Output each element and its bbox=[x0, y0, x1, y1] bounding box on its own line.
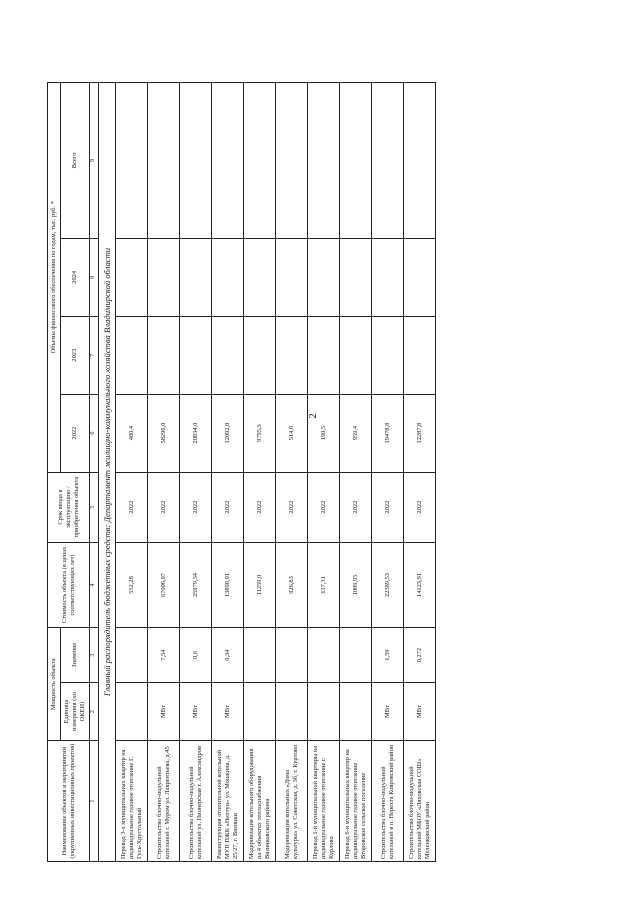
cell-y2024 bbox=[308, 238, 340, 316]
col-index: 7 bbox=[90, 316, 99, 394]
table-row bbox=[148, 83, 180, 862]
cell-y2023 bbox=[244, 316, 276, 394]
col-index: 3 bbox=[90, 628, 99, 683]
cell-cost: 926,83 bbox=[276, 542, 308, 628]
cell-term: 2022 bbox=[340, 472, 372, 542]
cell-value bbox=[340, 628, 372, 683]
header-2023: 2023 bbox=[61, 316, 90, 394]
investment-table bbox=[47, 82, 436, 862]
cell-y2024 bbox=[116, 238, 148, 316]
cell-value: 7,54 bbox=[148, 628, 180, 683]
cell-unit bbox=[308, 682, 340, 740]
cell-y2024 bbox=[276, 238, 308, 316]
col-index: 5 bbox=[90, 472, 99, 542]
cell-y2023 bbox=[116, 316, 148, 394]
cell-y2022: 12092,0 bbox=[212, 394, 244, 472]
cell-y2023 bbox=[276, 316, 308, 394]
cell-name: Строительство блочно-модульной котельной ул. Пионерская г. Александров bbox=[180, 741, 212, 862]
cell-value bbox=[244, 628, 276, 683]
cell-y2024 bbox=[212, 238, 244, 316]
cell-total bbox=[148, 83, 180, 239]
cell-cost: 22389,53 bbox=[372, 542, 404, 628]
cell-y2024 bbox=[180, 238, 212, 316]
cell-term: 2022 bbox=[404, 472, 436, 542]
section-title: Главный распорядитель бюджетных средств: Департамент жилищно-коммунального хозяйства Владимирской области bbox=[99, 83, 116, 862]
cell-y2022: 20834,0 bbox=[180, 394, 212, 472]
cell-total bbox=[308, 83, 340, 239]
cell-total bbox=[116, 83, 148, 239]
cell-y2022: 58296,0 bbox=[148, 394, 180, 472]
cell-name: Строительство блочно-модульной котельной в п. Нерехта Ковровский район bbox=[372, 741, 404, 862]
col-index: 2 bbox=[90, 682, 99, 740]
cell-total bbox=[244, 83, 276, 239]
col-index: 4 bbox=[90, 542, 99, 628]
cell-y2023 bbox=[340, 316, 372, 394]
cell-unit: МВт bbox=[404, 682, 436, 740]
cell-unit: МВт bbox=[148, 682, 180, 740]
cell-term: 2022 bbox=[276, 472, 308, 542]
page-number: 2 bbox=[306, 413, 319, 419]
cell-cost: 552,28 bbox=[116, 542, 148, 628]
column-index-row bbox=[90, 83, 99, 862]
cell-value: 1,59 bbox=[372, 628, 404, 683]
cell-unit: МВт bbox=[372, 682, 404, 740]
cell-y2023 bbox=[212, 316, 244, 394]
header-term: Срок ввода в эксплуатацию / приобретения объекта bbox=[48, 472, 90, 542]
cell-y2022: 12287,8 bbox=[404, 394, 436, 472]
table-row bbox=[180, 83, 212, 862]
cell-unit: МВт bbox=[212, 682, 244, 740]
table-row bbox=[212, 83, 244, 862]
section-row bbox=[99, 83, 116, 862]
cell-term: 2022 bbox=[212, 472, 244, 542]
header-value: Значение bbox=[61, 628, 90, 683]
cell-unit: МВт bbox=[180, 682, 212, 740]
cell-total bbox=[180, 83, 212, 239]
cell-term: 2022 bbox=[308, 472, 340, 542]
cell-name: Перевод 6-и муниципальных квартир на индивидуальное газовое отопление Второвское сельское поселение bbox=[340, 741, 372, 862]
rotated-table-sheet bbox=[47, 82, 592, 862]
table-row bbox=[340, 83, 372, 862]
header-2022: 2022 bbox=[61, 394, 90, 472]
cell-term: 2022 bbox=[372, 472, 404, 542]
cell-y2023 bbox=[148, 316, 180, 394]
cell-unit bbox=[116, 682, 148, 740]
cell-term: 2022 bbox=[116, 472, 148, 542]
cell-term: 2022 bbox=[148, 472, 180, 542]
cell-y2023 bbox=[308, 316, 340, 394]
header-name: Наименование объектов и мероприятий (укрупненных инвестиционных проектов) bbox=[48, 741, 90, 862]
header-funding: Объемы финансового обеспечения по годам, тыс. руб. * bbox=[48, 83, 61, 473]
cell-name: Модернизация котельных «Дома культуры» ул. Советская, д. 3б, г. Курлово bbox=[276, 741, 308, 862]
cell-total bbox=[212, 83, 244, 239]
col-index: 8 bbox=[90, 238, 99, 316]
cell-unit bbox=[244, 682, 276, 740]
cell-name: Перевод 1-й муниципальной квартиры на индивидуальное газовое отопление г. Курлово bbox=[308, 741, 340, 862]
cell-cost: 25979,34 bbox=[180, 542, 212, 628]
cell-cost: 14123,91 bbox=[404, 542, 436, 628]
cell-total bbox=[404, 83, 436, 239]
table-row bbox=[308, 83, 340, 862]
header-capacity: Мощность объекта bbox=[48, 628, 61, 741]
cell-value bbox=[276, 628, 308, 683]
table-row bbox=[116, 83, 148, 862]
cell-total bbox=[340, 83, 372, 239]
header-cost: Стоимость объекта (в ценах соответствующих лет) bbox=[48, 542, 90, 628]
cell-cost: 11259,0 bbox=[244, 542, 276, 628]
cell-name: Строительство блочно-модульной котельной г. Муром ул. Лаврентьева, д.45 bbox=[148, 741, 180, 862]
cell-value: 0,34 bbox=[212, 628, 244, 683]
cell-unit bbox=[340, 682, 372, 740]
header-2024: 2024 bbox=[61, 238, 90, 316]
table-row bbox=[372, 83, 404, 862]
table-row bbox=[276, 83, 308, 862]
cell-total bbox=[276, 83, 308, 239]
cell-y2024 bbox=[340, 238, 372, 316]
cell-y2023 bbox=[180, 316, 212, 394]
cell-term: 2022 bbox=[244, 472, 276, 542]
cell-name: Строительство блочно-модульной котельной МБОУ «Ляховская СОШ» Меленковский район bbox=[404, 741, 436, 862]
header-unit: Единица измерения (по ОКЕИ) bbox=[61, 682, 90, 740]
cell-y2022: 9795,3 bbox=[244, 394, 276, 472]
cell-y2024 bbox=[372, 238, 404, 316]
cell-term: 2022 bbox=[180, 472, 212, 542]
cell-name: Реконструкция отопительной котельной МУП ПЖК «Нептун» ул. Мошкина, д. 25/27, г. Вязники bbox=[212, 741, 244, 862]
cell-name: Перевод 3-х муниципальных квартир на индивидуальное газовое отопление Г. Гусь-Хрустальный bbox=[116, 741, 148, 862]
cell-y2022: 19478,8 bbox=[372, 394, 404, 472]
cell-y2022: 190,5 bbox=[308, 394, 340, 472]
cell-unit bbox=[276, 682, 308, 740]
cell-y2024 bbox=[244, 238, 276, 316]
cell-cost: 13898,91 bbox=[212, 542, 244, 628]
cell-y2024 bbox=[148, 238, 180, 316]
cell-cost: 1009,95 bbox=[340, 542, 372, 628]
col-index: 6 bbox=[90, 394, 99, 472]
cell-value: 0,6 bbox=[180, 628, 212, 683]
cell-cost: 67006,97 bbox=[148, 542, 180, 628]
cell-y2023 bbox=[372, 316, 404, 394]
cell-y2022: 959,4 bbox=[340, 394, 372, 472]
cell-value bbox=[308, 628, 340, 683]
cell-value bbox=[116, 628, 148, 683]
cell-y2022: 514,6 bbox=[276, 394, 308, 472]
cell-cost: 137,31 bbox=[308, 542, 340, 628]
col-index: 9 bbox=[90, 83, 99, 239]
header-total: Всего bbox=[61, 83, 90, 239]
cell-y2023 bbox=[404, 316, 436, 394]
cell-total bbox=[372, 83, 404, 239]
cell-y2024 bbox=[404, 238, 436, 316]
table-row bbox=[244, 83, 276, 862]
table-row bbox=[404, 83, 436, 862]
cell-name: Модернизация котельного оборудования на 4 объектах теплоснабжения Вязниковского района bbox=[244, 741, 276, 862]
cell-y2022: 480,4 bbox=[116, 394, 148, 472]
col-index: 1 bbox=[90, 741, 99, 862]
cell-value: 0,272 bbox=[404, 628, 436, 683]
